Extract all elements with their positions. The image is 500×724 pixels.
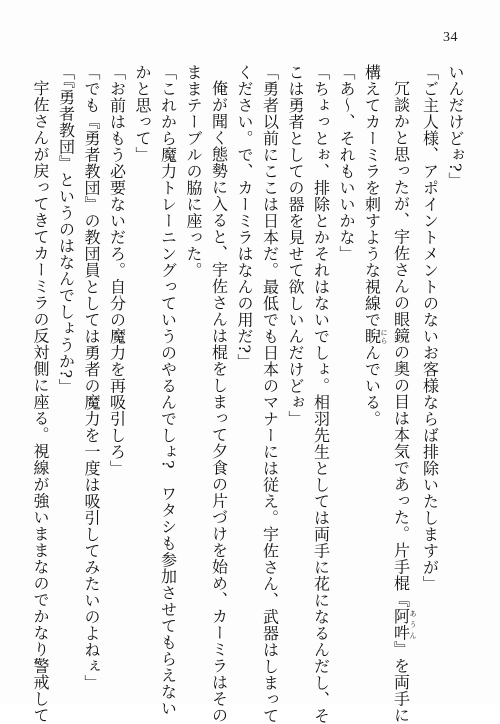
text-line: 構えてカーミラを刺すような視線で睨にらんでいる。 — [362, 64, 388, 427]
text-line: 「お前はもう必要ないだろ。自分の魔力を再吸引しろ」 — [107, 64, 127, 477]
ruby-annotation: 阿吽あうん — [391, 608, 417, 641]
text-line: 「ちょっとぉ、排除とかそれはないでしょ。相羽先生としては両手に花になるんだし、そ — [311, 64, 331, 724]
vertical-text-block — [28, 64, 469, 724]
ruby-annotation: 睨にら — [362, 328, 388, 345]
text-line: こは勇者としての器を見せて欲しいんだけどぉ」 — [286, 64, 305, 427]
page-number: 34 — [443, 30, 458, 45]
text-line: 冗談かと思ったが、宇佐さんの眼鏡の奥の目は本気であった。片手棍『阿吽あうん』を両手に — [391, 80, 417, 724]
text-line: 「ご主人様、アポイントメントのないお客様ならば排除いたしますが」 — [420, 64, 440, 592]
text-line: 俺が聞く態勢に入ると、宇佐さんは棍をしまって夕食の片づけを始め、カーミラはその — [209, 80, 229, 724]
text-line: 「勇者以前にここは日本だ。最低でも日本のマナーには従え。宇佐さん、武器はしまって — [260, 64, 280, 724]
text-line: 「あ〜、それもいいかな」 — [337, 64, 356, 262]
text-line: ままテーブルの脇に座った。 — [184, 64, 203, 279]
text-line: 「これから魔力トレーニングっていうのやるんでしょ? ワタシも参加させてもらえない — [158, 64, 178, 717]
text-line: 「『勇者教団』というのはなんでしょうか?」 — [56, 64, 76, 396]
text-line: 「でも『勇者教団』の教団員としては勇者の魔力を一度は吸引してみたいのよねぇ」 — [82, 64, 101, 691]
text-line: いんだけどぉ?」 — [446, 64, 465, 189]
text-line: 宇佐さんが戻ってきてカーミラの反対側に座る。視線が強いままなのでかなり警戒して — [31, 80, 50, 724]
text-line: かと思って」 — [133, 64, 152, 163]
text-line: ください。で、カーミラはなんの用だ?」 — [235, 64, 254, 371]
